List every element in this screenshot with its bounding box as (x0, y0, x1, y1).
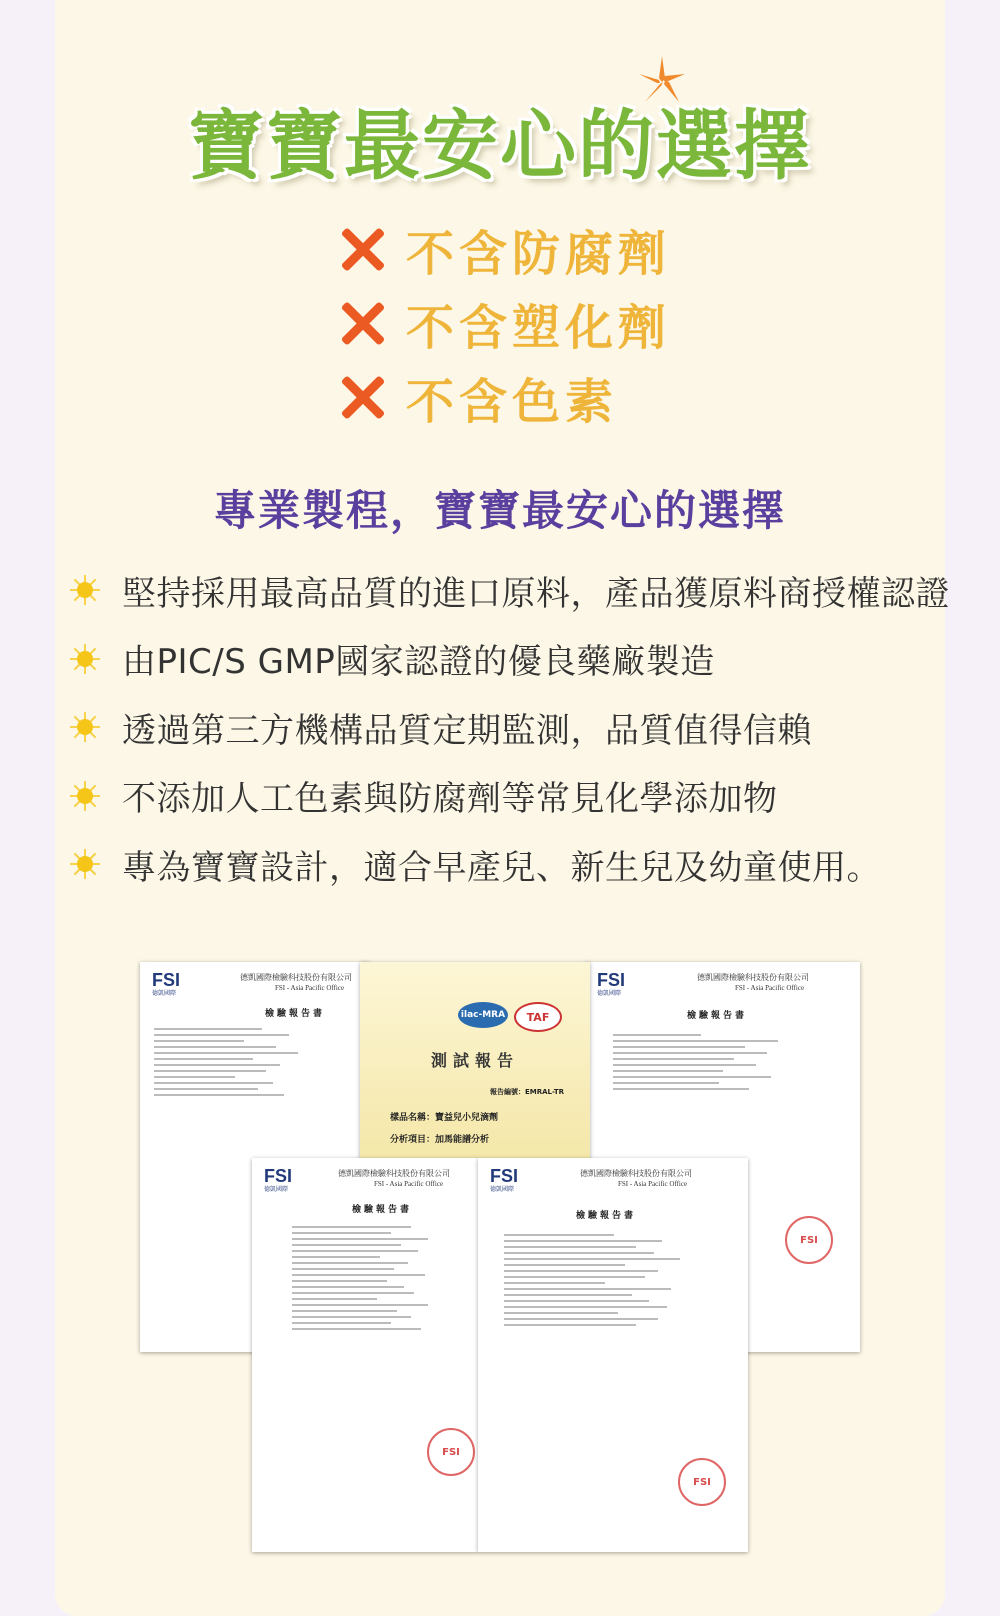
cert-text-lines (154, 1028, 334, 1100)
fsi-logo-subtitle: 德凱國際 (490, 1186, 515, 1193)
taf-report-no: 報告編號：EMRAL-TR (490, 1088, 565, 1096)
cert-office: FSI - Asia Pacific Office (618, 1180, 688, 1188)
cert-company: 德凱國際檢驗科技股份有限公司 (697, 973, 809, 982)
cert-company: 德凱國際檢驗科技股份有限公司 (240, 973, 352, 982)
taf-product-line: 樣品名稱：寶益兒小兒滴劑 (390, 1113, 499, 1123)
sun-icon (70, 644, 100, 674)
fsi-logo: FSI (490, 1166, 519, 1186)
exclusion-label: 不含防腐劑 (406, 225, 672, 282)
ilac-mra-logo: ilac-MRA (458, 1002, 508, 1028)
feature-item (70, 762, 950, 831)
cert-office: FSI - Asia Pacific Office (735, 984, 805, 992)
feature-item (70, 556, 950, 625)
exclusion-item (340, 212, 671, 286)
feature-text: 透過第三方機構品質定期監測，品質值得信賴 (122, 710, 812, 751)
fsi-logo-subtitle: 德凱國際 (152, 990, 177, 997)
feature-item (70, 830, 950, 899)
certificate-fsi-front-left (252, 1158, 478, 1552)
section-subtitle: 專業製程，寶寶最安心的選擇 (213, 486, 786, 535)
certificate-stamp: FSI (678, 1458, 726, 1506)
sun-icon (70, 781, 100, 811)
sun-icon (70, 849, 100, 879)
certificate-taf (360, 962, 590, 1162)
feature-list (70, 556, 950, 899)
certificate-stamp: FSI (427, 1428, 475, 1476)
feature-text: 專為寶寶設計，適合早產兒、新生兒及幼童使用。 (122, 847, 881, 888)
cert-company: 德凱國際檢驗科技股份有限公司 (580, 1169, 692, 1178)
fsi-logo: FSI (264, 1166, 293, 1186)
cert-report-title: 檢驗報告書 (265, 1009, 326, 1019)
fsi-logo: FSI (152, 970, 181, 990)
cert-office: FSI - Asia Pacific Office (374, 1180, 444, 1188)
cert-text-lines (613, 1034, 833, 1094)
taf-report-title: 測試報告 (430, 1051, 519, 1070)
exclusion-label: 不含色素 (406, 373, 619, 430)
sun-icon (70, 712, 100, 742)
taf-item-line: 分析項目：加馬能譜分析 (390, 1135, 490, 1145)
exclusion-item (340, 360, 671, 434)
page-title: 寶寶最安心的選擇 (188, 101, 812, 190)
feature-text: 不添加人工色素與防腐劑等常見化學添加物 (122, 779, 778, 820)
cert-report-title: 檢驗報告書 (352, 1205, 413, 1215)
fsi-logo-subtitle: 德凱國際 (597, 990, 622, 997)
cert-report-title: 檢驗報告書 (687, 1011, 748, 1021)
sun-icon (70, 575, 100, 605)
exclusion-item (340, 286, 671, 360)
feature-item (70, 625, 950, 694)
exclusion-list (340, 212, 671, 434)
accreditation-logos (458, 1002, 562, 1032)
feature-text: 由PIC/S GMP國家認證的優良藥廠製造 (122, 642, 715, 683)
cross-icon (340, 226, 386, 272)
feature-text: 堅持採用最高品質的進口原料，產品獲原料商授權認證 (122, 573, 950, 614)
fsi-logo-subtitle: 德凱國際 (264, 1186, 289, 1193)
cert-office: FSI - Asia Pacific Office (275, 984, 345, 992)
cert-report-title: 檢驗報告書 (576, 1211, 637, 1221)
exclusion-label: 不含塑化劑 (406, 299, 672, 356)
certificate-fsi-front-right (478, 1158, 748, 1552)
cross-icon (340, 300, 386, 346)
feature-item (70, 693, 950, 762)
taf-logo: TAF (514, 1002, 562, 1032)
cross-icon (340, 374, 386, 420)
cert-text-lines (504, 1234, 724, 1330)
cert-text-lines (292, 1226, 462, 1334)
fsi-logo: FSI (597, 970, 626, 990)
certificate-stamp: FSI (785, 1216, 833, 1264)
cert-company: 德凱國際檢驗科技股份有限公司 (338, 1169, 450, 1178)
